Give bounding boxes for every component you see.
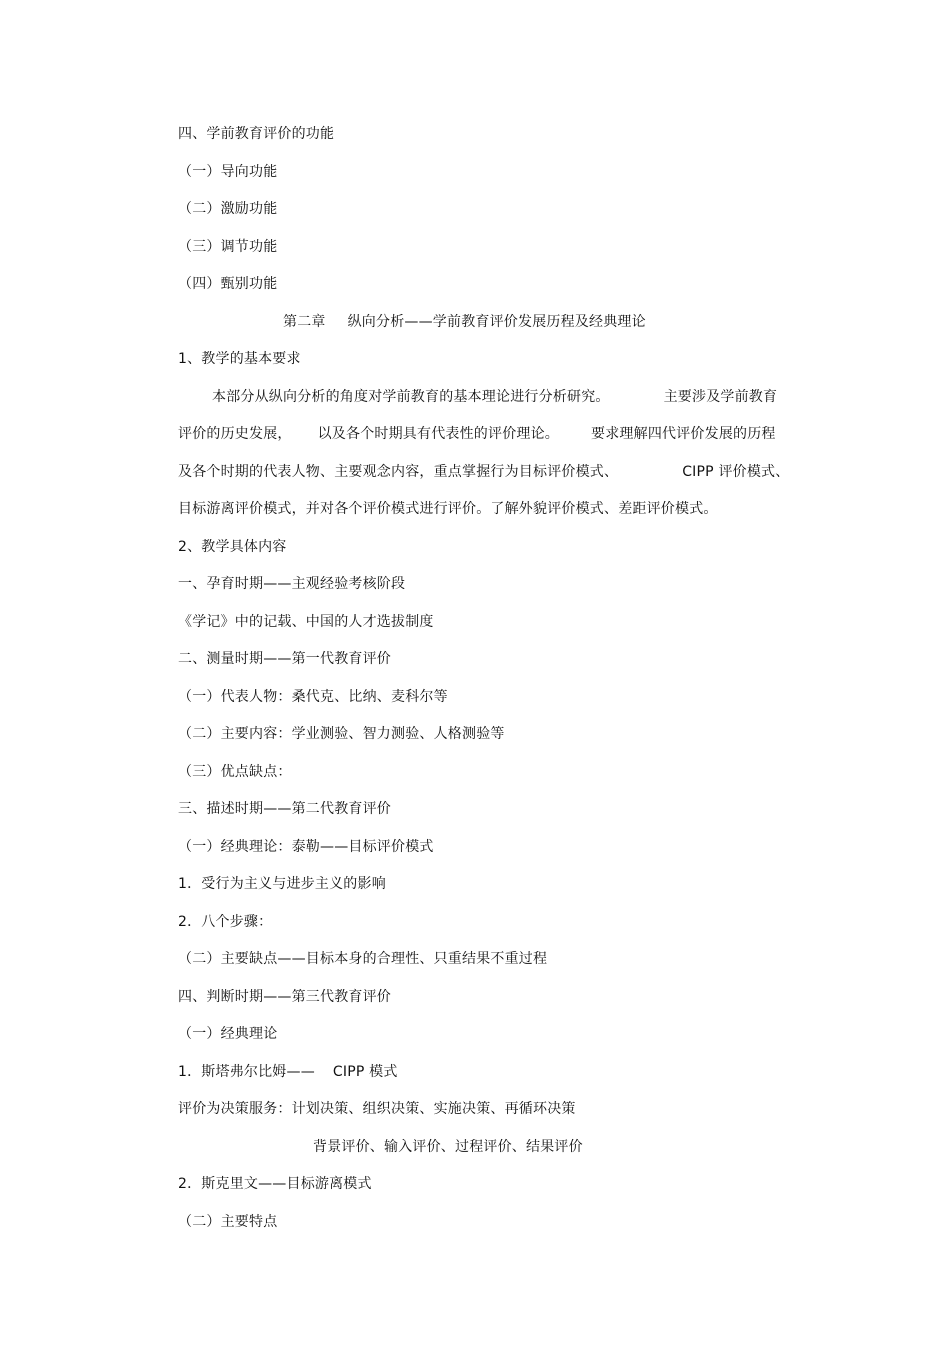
list-item: （四）甄别功能 xyxy=(178,276,278,292)
text-span: 评价的历史发展， xyxy=(178,426,292,442)
list-item: 2．斯克里文——目标游离模式 xyxy=(178,1176,372,1192)
text-line: 背景评价、输入评价、过程评价、结果评价 xyxy=(313,1139,583,1155)
chapter-number: 第二章 xyxy=(283,314,326,330)
section-heading-functions: 四、学前教育评价的功能 xyxy=(178,126,335,142)
list-item xyxy=(178,1062,398,1082)
list-item: 2．八个步骤： xyxy=(178,914,273,930)
list-item: （三）调节功能 xyxy=(178,239,278,255)
list-item: （一）代表人物：桑代克、比纳、麦科尔等 xyxy=(178,689,448,705)
list-item: （二）主要缺点——目标本身的合理性、只重结果不重过程 xyxy=(178,951,548,967)
text-line: 评价为决策服务：计划决策、组织决策、实施决策、再循环决策 xyxy=(178,1101,576,1117)
text-span: CIPP 模式 xyxy=(332,1064,398,1080)
list-item: （一）经典理论 xyxy=(178,1026,278,1042)
text-span: 要求理解四代评价发展的历程 xyxy=(591,426,776,442)
text-span: 及各个时期的代表人物、主要观念内容，重点掌握行为目标评价模式、 xyxy=(178,464,619,480)
list-item: （一）经典理论：泰勒——目标评价模式 xyxy=(178,839,434,855)
text-span: CIPP 评价模式、 xyxy=(682,464,790,480)
list-item: 1．受行为主义与进步主义的影响 xyxy=(178,876,386,892)
paragraph-line xyxy=(178,424,776,444)
paragraph-line xyxy=(178,462,789,482)
paragraph-line xyxy=(212,387,777,407)
text-span: 以及各个时期具有代表性的评价理论。 xyxy=(317,426,560,442)
chapter-heading xyxy=(283,312,646,332)
subheading-content: 2、教学具体内容 xyxy=(178,539,287,555)
list-item: （三）优点缺点： xyxy=(178,764,292,780)
section-heading: 三、描述时期——第二代教育评价 xyxy=(178,801,391,817)
chapter-title: 纵向分析——学前教育评价发展历程及经典理论 xyxy=(347,314,646,330)
list-item: （二）激励功能 xyxy=(178,201,278,217)
text-line: 《学记》中的记载、中国的人才选拔制度 xyxy=(178,614,434,630)
section-heading: 一、孕育时期——主观经验考核阶段 xyxy=(178,576,406,592)
list-item: （二）主要内容：学业测验、智力测验、人格测验等 xyxy=(178,726,505,742)
list-item: （二）主要特点 xyxy=(178,1214,278,1230)
text-span: 本部分从纵向分析的角度对学前教育的基本理论进行分析研究。 xyxy=(212,389,610,405)
section-heading: 二、测量时期——第一代教育评价 xyxy=(178,651,391,667)
text-span: 主要涉及学前教育 xyxy=(663,389,778,405)
paragraph-line: 目标游离评价模式，并对各个评价模式进行评价。了解外貌评价模式、差距评价模式。 xyxy=(178,501,718,517)
section-heading: 四、判断时期——第三代教育评价 xyxy=(178,989,391,1005)
list-item: （一）导向功能 xyxy=(178,164,278,180)
subheading-requirements: 1、教学的基本要求 xyxy=(178,351,301,367)
text-span: 1．斯塔弗尔比姆—— xyxy=(178,1064,315,1080)
